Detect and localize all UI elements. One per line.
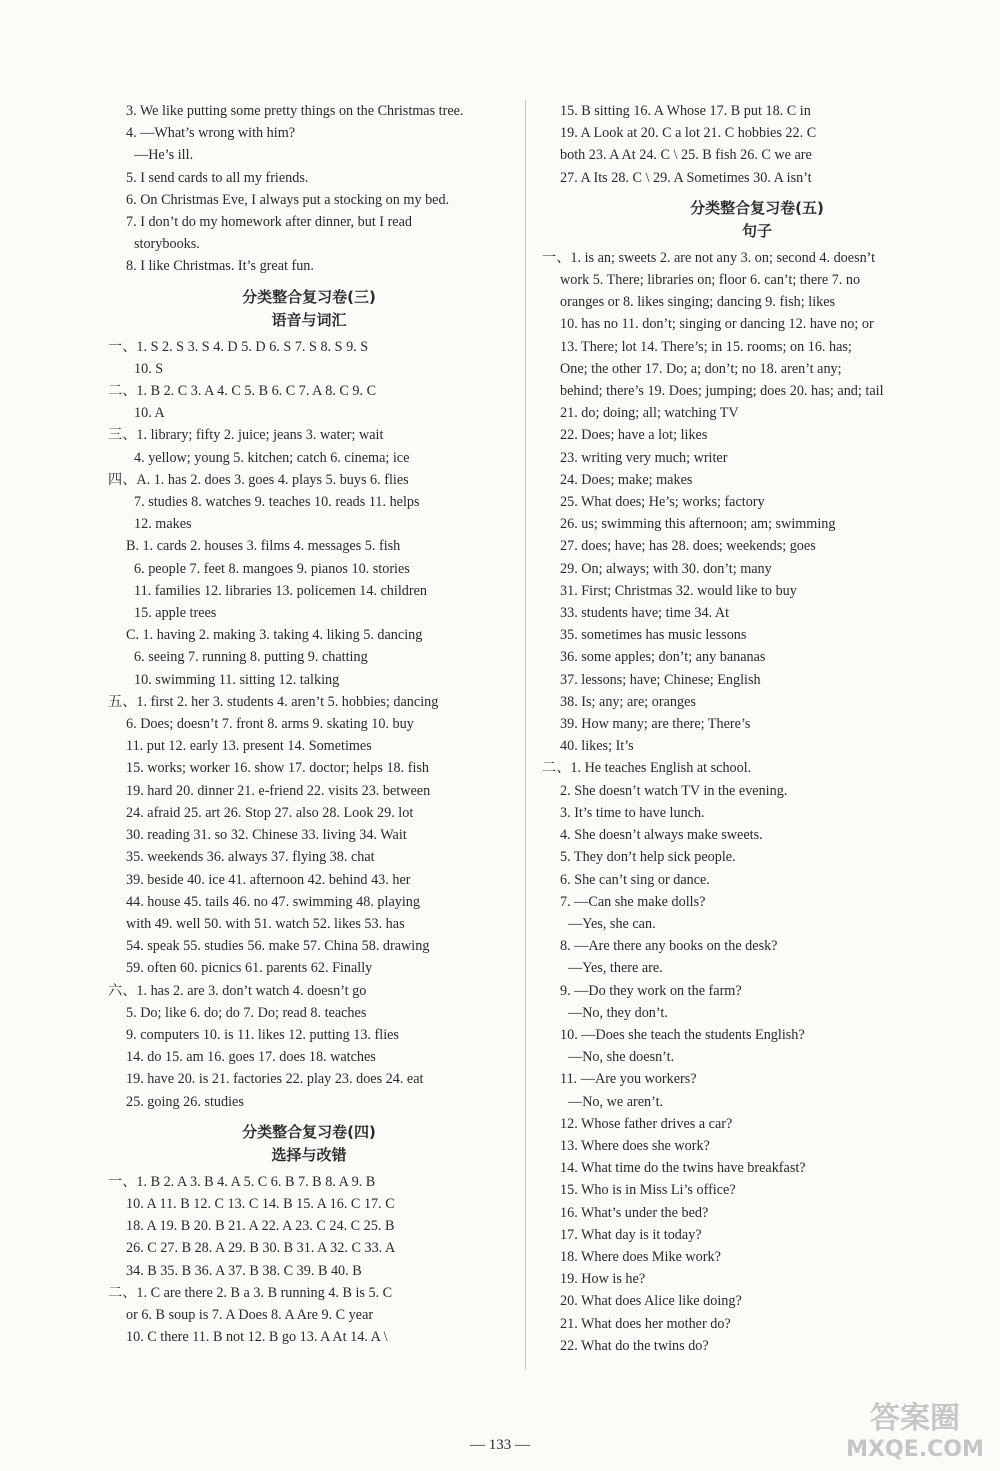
answer-line: 5. I send cards to all my friends. <box>126 169 309 186</box>
answer-line: —No, we aren’t. <box>568 1093 664 1110</box>
answer-line: 21. do; doing; all; watching TV <box>560 405 739 422</box>
answer-line: 37. lessons; have; Chinese; English <box>560 671 761 688</box>
answer-line: 11. —Are you workers? <box>560 1071 697 1088</box>
answer-line: 22. Does; have a lot; likes <box>560 427 708 444</box>
answer-line: 44. house 45. tails 46. no 47. swimming 48. playing <box>126 893 420 910</box>
answer-line: 17. What day is it today? <box>560 1226 702 1243</box>
answer-line: 29. On; always; with 30. don’t; many <box>560 560 772 577</box>
section-heading: 分类整合复习卷(三) <box>242 287 376 306</box>
answer-line: 2. She doesn’t watch TV in the evening. <box>560 782 788 799</box>
section-heading: 句子 <box>741 221 772 240</box>
answer-line: 10. has no 11. don’t; singing or dancing 12. have no; or <box>560 316 874 333</box>
answer-line: 10. S <box>134 360 164 377</box>
answer-line: 11. families 12. libraries 13. policemen 14. children <box>134 582 427 599</box>
answer-line: 15. B sitting 16. A Whose 17. B put 18. C in <box>560 103 811 119</box>
answer-line: 26. C 27. B 28. A 29. B 30. B 31. A 32. C 33. A <box>126 1240 396 1257</box>
answer-line: 25. going 26. studies <box>126 1093 244 1110</box>
answer-line: 35. weekends 36. always 37. flying 38. chat <box>126 849 375 866</box>
column-divider <box>525 100 526 1370</box>
answer-line: 39. beside 40. ice 41. afternoon 42. behind 43. her <box>126 871 411 888</box>
answer-line: 19. hard 20. dinner 21. e-friend 22. visits 23. between <box>126 782 431 799</box>
answer-line: 4. She doesn’t always make sweets. <box>560 827 763 844</box>
answer-line: 24. Does; make; makes <box>560 471 693 488</box>
answer-line: 24. afraid 25. art 26. Stop 27. also 28. Look 29. lot <box>126 804 414 821</box>
answer-line: 8. —Are there any books on the desk? <box>560 938 778 955</box>
answer-line: 19. A Look at 20. C a lot 21. C hobbies 22. C <box>560 125 817 142</box>
answer-line: 9. —Do they work on the farm? <box>560 982 742 999</box>
answer-line: 33. students have; time 34. At <box>560 605 730 622</box>
right-column <box>542 100 972 1357</box>
section-heading: 分类整合复习卷(四) <box>242 1122 376 1141</box>
answer-line: 36. some apples; don’t; any bananas <box>560 649 766 666</box>
answer-line: 10. —Does she teach the students English? <box>560 1026 805 1043</box>
answer-line: 21. What does her mother do? <box>560 1315 731 1332</box>
left-column <box>108 100 510 1348</box>
answer-line: 二、1. He teaches English at school. <box>542 760 752 777</box>
answer-line: 5. They don’t help sick people. <box>560 849 736 866</box>
section-heading: 分类整合复习卷(五) <box>690 198 824 217</box>
answer-line: 16. What’s under the bed? <box>560 1204 709 1221</box>
answer-line: 12. makes <box>134 516 192 533</box>
answer-line: 39. How many; are there; There’s <box>560 716 751 733</box>
answer-line: 4. yellow; young 5. kitchen; catch 6. cinema; ice <box>134 449 410 466</box>
answer-line: 19. How is he? <box>560 1271 646 1288</box>
answer-line: 9. computers 10. is 11. likes 12. putting 13. flies <box>126 1026 399 1043</box>
section-heading: 语音与词汇 <box>271 310 347 329</box>
watermark-text-2: MXQE.COM <box>846 1437 984 1462</box>
answer-line: —Yes, she can. <box>568 915 656 932</box>
answer-line: 六、1. has 2. are 3. don’t watch 4. doesn’t go <box>108 982 367 999</box>
answer-line: One; the other 17. Do; a; don’t; no 18. aren’t any; <box>560 360 842 377</box>
answer-line: 38. Is; any; are; oranges <box>560 693 696 710</box>
answer-line: 11. put 12. early 13. present 14. Sometimes <box>126 738 372 755</box>
answer-line: 15. works; worker 16. show 17. doctor; helps 18. fish <box>126 760 430 777</box>
answer-line: 25. What does; He’s; works; factory <box>560 494 765 511</box>
watermark-logo <box>840 1392 990 1464</box>
answer-line: with 49. well 50. with 51. watch 52. likes 53. has <box>126 915 405 932</box>
answer-line: 15. apple trees <box>134 605 217 622</box>
answer-line: 6. She can’t sing or dance. <box>560 871 710 888</box>
answer-line: 10. A 11. B 12. C 13. C 14. B 15. A 16. C 17. C <box>126 1195 395 1212</box>
answer-line: 10. C there 11. B not 12. B go 13. A At 14. A \ <box>126 1329 388 1346</box>
page-number: — 133 — <box>470 1437 530 1453</box>
answer-line: —No, they don’t. <box>568 1004 668 1021</box>
answer-line: 23. writing very much; writer <box>560 449 728 466</box>
answer-line: 3. It’s time to have lunch. <box>560 804 705 821</box>
answer-line: 30. reading 31. so 32. Chinese 33. living 34. Wait <box>126 827 407 844</box>
answer-line: C. 1. having 2. making 3. taking 4. liking 5. dancing <box>126 627 423 644</box>
answer-line: 59. often 60. picnics 61. parents 62. Finally <box>126 960 373 977</box>
answer-line: 7. studies 8. watches 9. teaches 10. reads 11. helps <box>134 494 420 511</box>
answer-line: 15. Who is in Miss Li’s office? <box>560 1182 736 1199</box>
answer-line: 一、1. B 2. A 3. B 4. A 5. C 6. B 7. B 8. A 9. B <box>108 1173 376 1190</box>
answer-line: 6. people 7. feet 8. mangoes 9. pianos 10. stories <box>134 560 410 577</box>
answer-line: 6. seeing 7. running 8. putting 9. chatting <box>134 649 368 666</box>
answer-line: 6. Does; doesn’t 7. front 8. arms 9. skating 10. buy <box>126 716 414 733</box>
answer-line: 4. —What’s wrong with him? <box>126 125 296 142</box>
answer-line: 27. does; have; has 28. does; weekends; goes <box>560 538 816 555</box>
answer-line: 7. —Can she make dolls? <box>560 893 706 910</box>
answer-line: 40. likes; It’s <box>560 738 634 755</box>
answer-line: 20. What does Alice like doing? <box>560 1293 742 1310</box>
watermark-text-1: 答案圈 <box>870 1401 960 1436</box>
answer-line: 27. A Its 28. C \ 29. A Sometimes 30. A isn’t <box>560 169 812 186</box>
answer-line: 四、A. 1. has 2. does 3. goes 4. plays 5. buys 6. flies <box>108 471 409 488</box>
answer-line: —No, she doesn’t. <box>568 1049 675 1066</box>
answer-line: or 6. B soup is 7. A Does 8. A Are 9. C year <box>126 1306 374 1323</box>
answer-line: —Yes, there are. <box>568 960 663 977</box>
answer-line: 7. I don’t do my homework after dinner, but I read <box>126 214 412 231</box>
answer-line: 10. A <box>134 405 165 422</box>
answer-line: 五、1. first 2. her 3. students 4. aren’t 5. hobbies; dancing <box>108 693 439 710</box>
answer-line: 31. First; Christmas 32. would like to buy <box>560 582 797 599</box>
answer-line: 12. Whose father drives a car? <box>560 1115 733 1132</box>
answer-line: 14. What time do the twins have breakfast? <box>560 1160 806 1177</box>
answer-line: 8. I like Christmas. It’s great fun. <box>126 258 314 275</box>
answer-line: 18. Where does Mike work? <box>560 1248 721 1265</box>
answer-line: 二、1. B 2. C 3. A 4. C 5. B 6. C 7. A 8. C 9. C <box>108 383 377 400</box>
answer-line: behind; there’s 19. Does; jumping; does 20. has; and; tail <box>560 383 884 400</box>
answer-line: 10. swimming 11. sitting 12. talking <box>134 671 340 688</box>
answer-line: 一、1. S 2. S 3. S 4. D 5. D 6. S 7. S 8. S 9. S <box>108 338 369 355</box>
answer-line: 二、1. C are there 2. B a 3. B running 4. B is 5. C <box>108 1284 393 1301</box>
answer-line: 18. A 19. B 20. B 21. A 22. A 23. C 24. C 25. B <box>126 1218 395 1235</box>
answer-line: 6. On Christmas Eve, I always put a stocking on my bed. <box>126 191 450 208</box>
answer-line: oranges or 8. likes singing; dancing 9. fish; likes <box>560 294 836 311</box>
answer-line: 19. have 20. is 21. factories 22. play 23. does 24. eat <box>126 1071 424 1088</box>
answer-line: 一、1. is an; sweets 2. are not any 3. on; second 4. doesn’t <box>542 249 876 266</box>
answer-line: 26. us; swimming this afternoon; am; swimming <box>560 516 836 533</box>
answer-line: storybooks. <box>134 236 200 253</box>
answer-line: 14. do 15. am 16. goes 17. does 18. watches <box>126 1049 376 1066</box>
answer-line: both 23. A At 24. C \ 25. B fish 26. C we are <box>560 147 812 164</box>
answer-line: 54. speak 55. studies 56. make 57. China 58. drawing <box>126 938 430 955</box>
answer-line: 3. We like putting some pretty things on the Christmas tree. <box>126 103 464 119</box>
answer-line: 5. Do; like 6. do; do 7. Do; read 8. teaches <box>126 1004 367 1021</box>
section-heading: 选择与改错 <box>271 1145 347 1164</box>
answer-line: 34. B 35. B 36. A 37. B 38. C 39. B 40. B <box>126 1262 362 1279</box>
answer-line: —He’s ill. <box>134 147 194 164</box>
answer-line: 三、1. library; fifty 2. juice; jeans 3. water; wait <box>108 427 384 444</box>
answer-line: 13. Where does she work? <box>560 1137 710 1154</box>
answer-line: work 5. There; libraries on; floor 6. can’t; there 7. no <box>560 272 861 289</box>
answer-line: 22. What do the twins do? <box>560 1337 709 1354</box>
answer-line: 13. There; lot 14. There’s; in 15. rooms; on 16. has; <box>560 338 852 355</box>
answer-line: B. 1. cards 2. houses 3. films 4. messages 5. fish <box>126 538 401 555</box>
answer-line: 35. sometimes has music lessons <box>560 627 747 644</box>
